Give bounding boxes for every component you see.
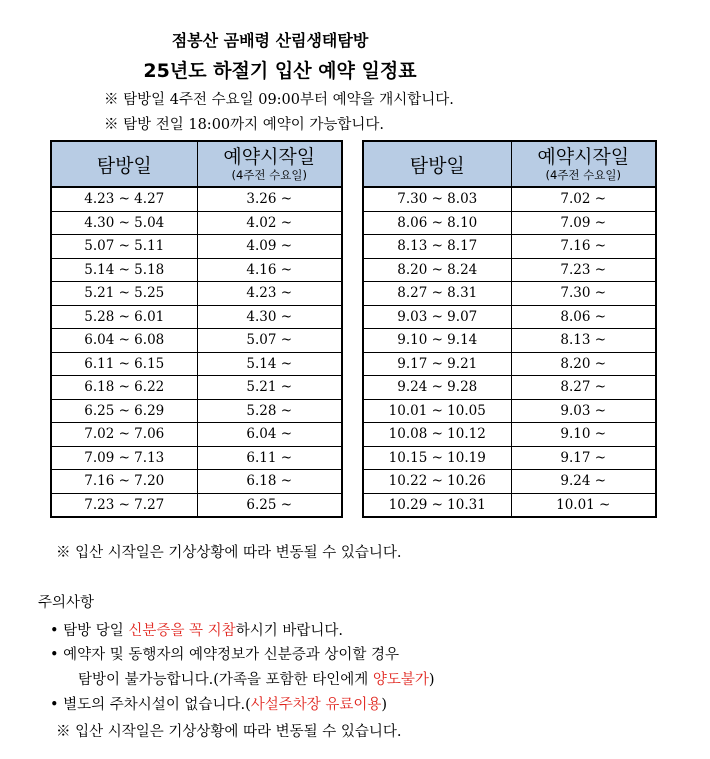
reservation-open-note: ※ 탐방일 4주전 수요일 09:00부터 예약을 개시합니다. — [104, 92, 454, 108]
table-row — [363, 282, 656, 306]
caution-highlight: 양도불가 — [372, 672, 429, 688]
table-row — [363, 399, 656, 423]
reservation-start-cell: 4.16 ~ — [197, 258, 342, 282]
reservation-start-cell: 8.20 ~ — [511, 352, 656, 376]
visit-date-cell: 4.23 ~ 4.27 — [51, 187, 197, 211]
visit-date-cell: 7.09 ~ 7.13 — [51, 446, 197, 470]
table-row — [51, 423, 342, 447]
visit-date-cell: 9.03 ~ 9.07 — [363, 305, 511, 329]
visit-date-cell: 7.16 ~ 7.20 — [51, 470, 197, 494]
table-row — [51, 187, 342, 211]
reservation-start-cell: 4.30 ~ — [197, 305, 342, 329]
reservation-start-cell: 7.23 ~ — [511, 258, 656, 282]
reservation-start-cell: 8.13 ~ — [511, 329, 656, 353]
reservation-start-cell: 8.27 ~ — [511, 376, 656, 400]
visit-date-cell: 5.21 ~ 5.25 — [51, 282, 197, 306]
table-row — [363, 470, 656, 494]
reservation-start-cell: 7.16 ~ — [511, 235, 656, 259]
caution-text: • 탐방 당일 — [50, 623, 129, 639]
table-row — [51, 493, 342, 517]
reservation-start-cell: 7.09 ~ — [511, 211, 656, 235]
reservation-start-cell: 9.03 ~ — [511, 399, 656, 423]
caution-no-transfer — [78, 668, 435, 689]
visit-date-cell: 10.08 ~ 10.12 — [363, 423, 511, 447]
reservation-start-cell: 5.07 ~ — [197, 329, 342, 353]
caution-highlight: 사설주차장 유료이용 — [250, 697, 382, 713]
visit-date-cell: 8.20 ~ 8.24 — [363, 258, 511, 282]
caution-highlight: 신분증을 꼭 지참 — [128, 623, 236, 639]
table-row — [363, 258, 656, 282]
table-row — [363, 352, 656, 376]
table-row — [51, 282, 342, 306]
reservation-start-cell: 7.30 ~ — [511, 282, 656, 306]
table-row — [363, 235, 656, 259]
reservation-start-cell: 9.24 ~ — [511, 470, 656, 494]
table-row — [51, 329, 342, 353]
reservation-start-cell: 6.11 ~ — [197, 446, 342, 470]
reservation-start-cell: 9.17 ~ — [511, 446, 656, 470]
reservation-start-sublabel: (4주전 수요일) — [545, 168, 621, 182]
visit-date-cell: 8.06 ~ 8.10 — [363, 211, 511, 235]
visit-date-cell: 10.22 ~ 10.26 — [363, 470, 511, 494]
reservation-start-cell: 7.02 ~ — [511, 187, 656, 211]
table-row — [51, 352, 342, 376]
table-row — [363, 329, 656, 353]
table-row — [51, 258, 342, 282]
visit-date-cell: 4.30 ~ 5.04 — [51, 211, 197, 235]
reservation-start-cell: 4.02 ~ — [197, 211, 342, 235]
caution-text: ) — [428, 672, 435, 688]
table-row — [51, 470, 342, 494]
table-row — [363, 211, 656, 235]
visit-date-cell: 5.28 ~ 6.01 — [51, 305, 197, 329]
visit-date-cell: 5.14 ~ 5.18 — [51, 258, 197, 282]
reservation-start-sublabel: (4주전 수요일) — [231, 168, 307, 182]
reservation-start-cell: 10.01 ~ — [511, 493, 656, 517]
visit-date-cell: 8.27 ~ 8.31 — [363, 282, 511, 306]
reservation-start-label: 예약시작일 — [537, 146, 630, 168]
table-row — [363, 493, 656, 517]
schedule-table-left — [50, 140, 343, 518]
visit-date-cell: 10.29 ~ 10.31 — [363, 493, 511, 517]
table-row — [51, 376, 342, 400]
visit-date-cell: 6.11 ~ 6.15 — [51, 352, 197, 376]
caution-text: • 별도의 주차시설이 없습니다.( — [50, 697, 251, 713]
table-row — [51, 399, 342, 423]
visit-date-cell: 8.13 ~ 8.17 — [363, 235, 511, 259]
table-row — [363, 423, 656, 447]
table-row — [51, 305, 342, 329]
visit-date-cell: 7.23 ~ 7.27 — [51, 493, 197, 517]
caution-info-mismatch: • 예약자 및 동행자의 예약정보가 신분증과 상이할 경우 — [50, 647, 399, 663]
visit-date-cell: 6.25 ~ 6.29 — [51, 399, 197, 423]
caution-text: 탐방이 불가능합니다.(가족을 포함한 타인에게 — [78, 672, 373, 688]
page-title: 점봉산 곰배령 산림생태탐방 — [171, 31, 369, 50]
reservation-start-cell: 5.28 ~ — [197, 399, 342, 423]
visit-date-cell: 7.30 ~ 8.03 — [363, 187, 511, 211]
reservation-start-header — [511, 141, 656, 187]
visit-date-header: 탐방일 — [51, 141, 197, 187]
weather-footnote: ※ 입산 시작일은 기상상황에 따라 변동될 수 있습니다. — [56, 545, 402, 561]
reservation-start-cell: 5.21 ~ — [197, 376, 342, 400]
visit-date-cell: 6.18 ~ 6.22 — [51, 376, 197, 400]
reservation-start-cell: 3.26 ~ — [197, 187, 342, 211]
table-row — [51, 235, 342, 259]
table-row — [363, 187, 656, 211]
reservation-start-cell: 4.09 ~ — [197, 235, 342, 259]
reservation-start-cell: 6.25 ~ — [197, 493, 342, 517]
table-row — [51, 446, 342, 470]
visit-date-cell: 10.15 ~ 10.19 — [363, 446, 511, 470]
reservation-start-cell: 8.06 ~ — [511, 305, 656, 329]
reservation-start-cell: 4.23 ~ — [197, 282, 342, 306]
caution-no-parking — [50, 693, 387, 714]
table-row — [363, 446, 656, 470]
caution-weather-note: ※ 입산 시작일은 기상상황에 따라 변동될 수 있습니다. — [56, 724, 402, 740]
reservation-start-cell: 6.18 ~ — [197, 470, 342, 494]
visit-date-cell: 10.01 ~ 10.05 — [363, 399, 511, 423]
visit-date-cell: 9.24 ~ 9.28 — [363, 376, 511, 400]
visit-date-cell: 7.02 ~ 7.06 — [51, 423, 197, 447]
schedule-table-right — [362, 140, 657, 518]
reservation-start-cell: 5.14 ~ — [197, 352, 342, 376]
reservation-start-label: 예약시작일 — [223, 146, 316, 168]
visit-date-cell: 6.04 ~ 6.08 — [51, 329, 197, 353]
caution-title: 주의사항 — [38, 595, 95, 611]
table-row — [51, 211, 342, 235]
caution-text: 하시기 바랍니다. — [235, 623, 343, 639]
visit-date-cell: 5.07 ~ 5.11 — [51, 235, 197, 259]
table-row — [363, 305, 656, 329]
reservation-start-cell: 9.10 ~ — [511, 423, 656, 447]
reservation-start-header — [197, 141, 342, 187]
reservation-start-cell: 6.04 ~ — [197, 423, 342, 447]
reservation-deadline-note: ※ 탐방 전일 18:00까지 예약이 가능합니다. — [104, 117, 385, 133]
visit-date-header: 탐방일 — [363, 141, 511, 187]
caution-id-required — [50, 619, 343, 640]
table-row — [363, 376, 656, 400]
schedule-title: 25년도 하절기 입산 예약 일정표 — [143, 60, 417, 82]
caution-text: ) — [381, 697, 388, 713]
visit-date-cell: 9.10 ~ 9.14 — [363, 329, 511, 353]
visit-date-cell: 9.17 ~ 9.21 — [363, 352, 511, 376]
